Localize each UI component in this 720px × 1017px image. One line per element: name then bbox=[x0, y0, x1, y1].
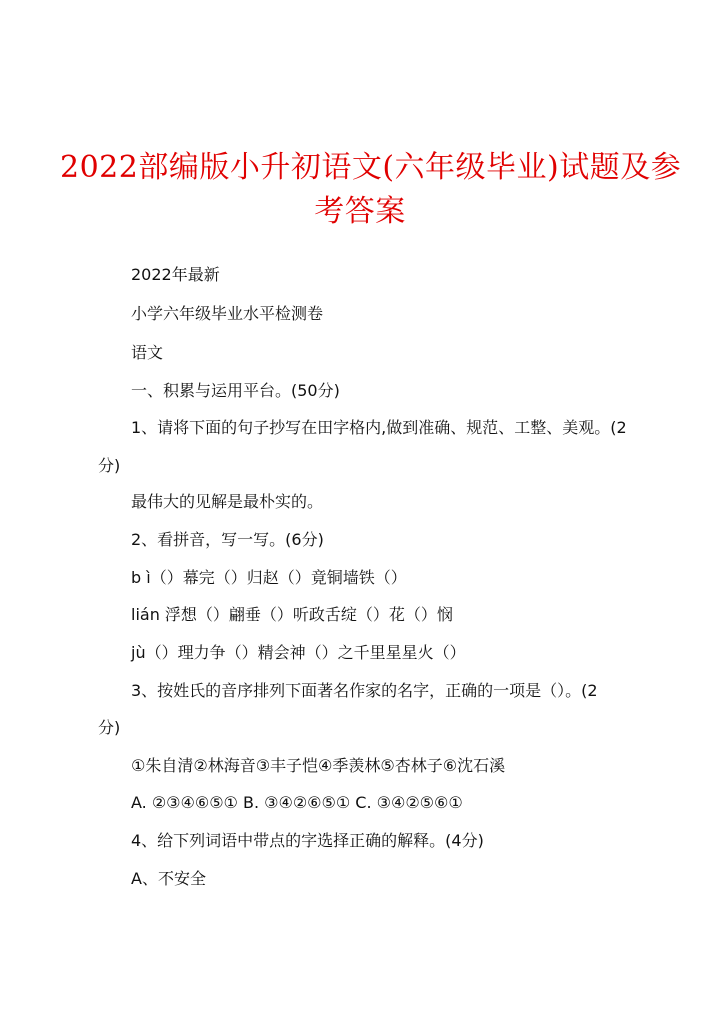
question-3-text: 3、按姓氏的音序排列下面著名作家的名字，正确的一项是（）。(2 bbox=[131, 681, 598, 700]
question-4-option-a: A、不安全 bbox=[131, 869, 206, 888]
question-1-text: 1、请将下面的句子抄写在田字格内,做到准确、规范、工整、美观。(2 bbox=[131, 418, 627, 437]
question-3-options: A. ②③④⑥⑤① B. ③④②⑥⑤① C. ③④②⑤⑥① bbox=[131, 793, 463, 812]
question-3-author-list: ①朱自清②林海音③丰子恺④季羡林⑤杏林子⑥沈石溪 bbox=[131, 756, 506, 775]
section-heading: 一、积累与运用平台。(50分) bbox=[131, 381, 340, 400]
question-2-row-ju: jù（）理力争（）精会神（）之千里星星火（） bbox=[131, 643, 466, 662]
subtitle-subject: 语文 bbox=[131, 343, 164, 362]
question-1-sentence: 最伟大的见解是最朴实的。 bbox=[131, 492, 324, 511]
question-2-row-bi: b ì（）幕完（）归赵（）竟铜墙铁（） bbox=[131, 568, 407, 587]
subtitle-exam-name: 小学六年级毕业水平检测卷 bbox=[131, 304, 324, 323]
subtitle-year: 2022年最新 bbox=[131, 265, 220, 284]
document-title-line-2: 考答案 bbox=[314, 194, 406, 229]
question-2-row-lian: lián 浮想（）翩垂（）听政舌绽（）花（）悯 bbox=[131, 605, 453, 624]
question-2-text: 2、看拼音，写一写。(6分) bbox=[131, 530, 324, 549]
document-title-line-1: 2022部编版小升初语文(六年级毕业)试题及参 bbox=[60, 150, 682, 185]
question-3-text-continued: 分) bbox=[98, 718, 121, 737]
question-1-text-continued: 分) bbox=[98, 456, 121, 475]
question-4-text: 4、给下列词语中带点的字选择正确的解释。(4分) bbox=[131, 831, 484, 850]
